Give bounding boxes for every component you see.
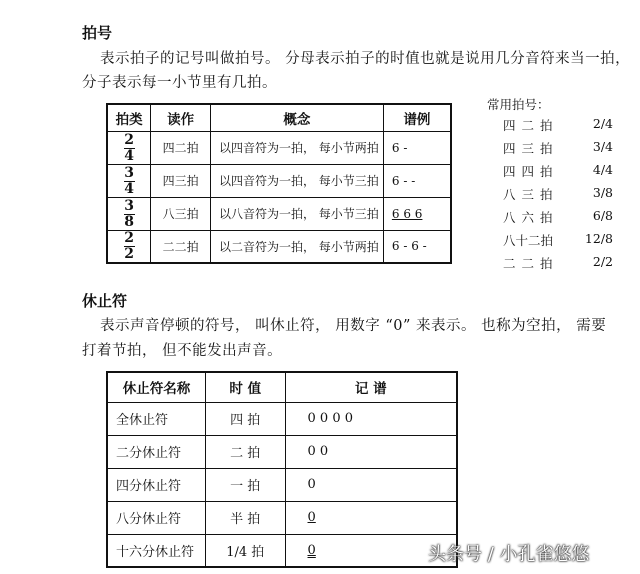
list-item: 四 三 拍 3/4 <box>503 139 613 156</box>
time-signature-fraction: $\frac{2}{2}$ <box>124 230 135 263</box>
table-row <box>107 197 451 230</box>
concept-cell: 以二音符为一拍， 每小节两拍 <box>210 230 383 263</box>
example-cell: 6 6 6 <box>391 206 423 221</box>
rest-value-cell: 一 拍 <box>205 468 285 501</box>
list-item: 八十二拍 12/8 <box>503 231 613 248</box>
header-rest-name: 休止符名称 <box>107 372 205 402</box>
rest-value-cell: 四 拍 <box>205 402 285 435</box>
table-row <box>107 534 457 567</box>
header-reading: 读作 <box>151 104 211 131</box>
rest-name-cell: 全休止符 <box>107 402 205 435</box>
table-row <box>107 501 457 534</box>
concept-cell: 以四音符为一拍， 每小节两拍 <box>210 131 383 164</box>
list-item: 二 二 拍 2/2 <box>503 254 613 271</box>
watermark-text: 头条号 / 小孔雀悠悠 <box>428 544 590 565</box>
time-signature-paragraph-line2: 分子表示每一小节里有几拍。 <box>82 75 277 91</box>
table-row <box>107 402 457 435</box>
reading-cell: 二二拍 <box>151 230 211 263</box>
rest-name-cell: 十六分休止符 <box>107 534 205 567</box>
header-type: 拍类 <box>107 104 151 131</box>
time-signature-table <box>106 103 452 264</box>
header-concept: 概念 <box>210 104 383 131</box>
rest-paragraph-line2: 打着节拍， 但不能发出声音。 <box>82 343 283 359</box>
rest-table <box>106 371 458 568</box>
time-signature-fraction: $\frac{2}{4}$ <box>124 131 135 164</box>
time-signature-fraction: $\frac{3}{4}$ <box>124 164 135 197</box>
table-row <box>107 131 451 164</box>
rest-notation-cell: 0 <box>307 542 316 558</box>
reading-cell: 四三拍 <box>151 164 211 197</box>
rest-value-cell: 1/4 拍 <box>205 534 285 567</box>
rest-notation-cell: 0 0 <box>285 435 457 468</box>
list-item: 四 四 拍 4/4 <box>503 162 613 179</box>
reading-cell: 八三拍 <box>151 197 211 230</box>
table-row <box>107 468 457 501</box>
header-value: 时 值 <box>205 372 285 402</box>
header-notation: 记 谱 <box>285 372 457 402</box>
rest-name-cell: 八分休止符 <box>107 501 205 534</box>
example-cell: 6 - 6 - <box>383 230 451 263</box>
table-row <box>107 164 451 197</box>
common-signatures-list <box>503 116 613 277</box>
rest-notation-cell: 0 <box>307 510 316 525</box>
time-signature-fraction: $\frac{3}{8}$ <box>124 197 135 230</box>
rest-name-cell: 四分休止符 <box>107 468 205 501</box>
concept-cell: 以四音符为一拍， 每小节三拍 <box>210 164 383 197</box>
section-title-rest: 休止符 <box>82 292 128 310</box>
time-signature-paragraph-line1: 表示拍子的记号叫做拍号。 分母表示拍子的时值也就是说用几分音符来当一拍， <box>100 51 631 67</box>
table-row <box>107 230 451 263</box>
rest-notation-cell: 0 <box>285 468 457 501</box>
rest-name-cell: 二分休止符 <box>107 435 205 468</box>
header-example: 谱例 <box>383 104 451 131</box>
example-cell: 6 - <box>383 131 451 164</box>
list-item: 四 二 拍 2/4 <box>503 116 613 133</box>
list-item: 八 六 拍 6/8 <box>503 208 613 225</box>
rest-value-cell: 半 拍 <box>205 501 285 534</box>
table-row <box>107 435 457 468</box>
section-title-time-signature: 拍号 <box>82 24 113 42</box>
list-item: 八 三 拍 3/8 <box>503 185 613 202</box>
rest-value-cell: 二 拍 <box>205 435 285 468</box>
rest-notation-cell: 0 0 0 0 <box>285 402 457 435</box>
example-cell: 6 - - <box>383 164 451 197</box>
concept-cell: 以八音符为一拍， 每小节三拍 <box>210 197 383 230</box>
reading-cell: 四二拍 <box>151 131 211 164</box>
rest-paragraph-line1: 表示声音停顿的符号， 叫休止符， 用数字 “0” 来表示。 也称为空拍， 需要 <box>100 318 607 334</box>
common-signatures-title: 常用拍号： <box>487 97 550 112</box>
